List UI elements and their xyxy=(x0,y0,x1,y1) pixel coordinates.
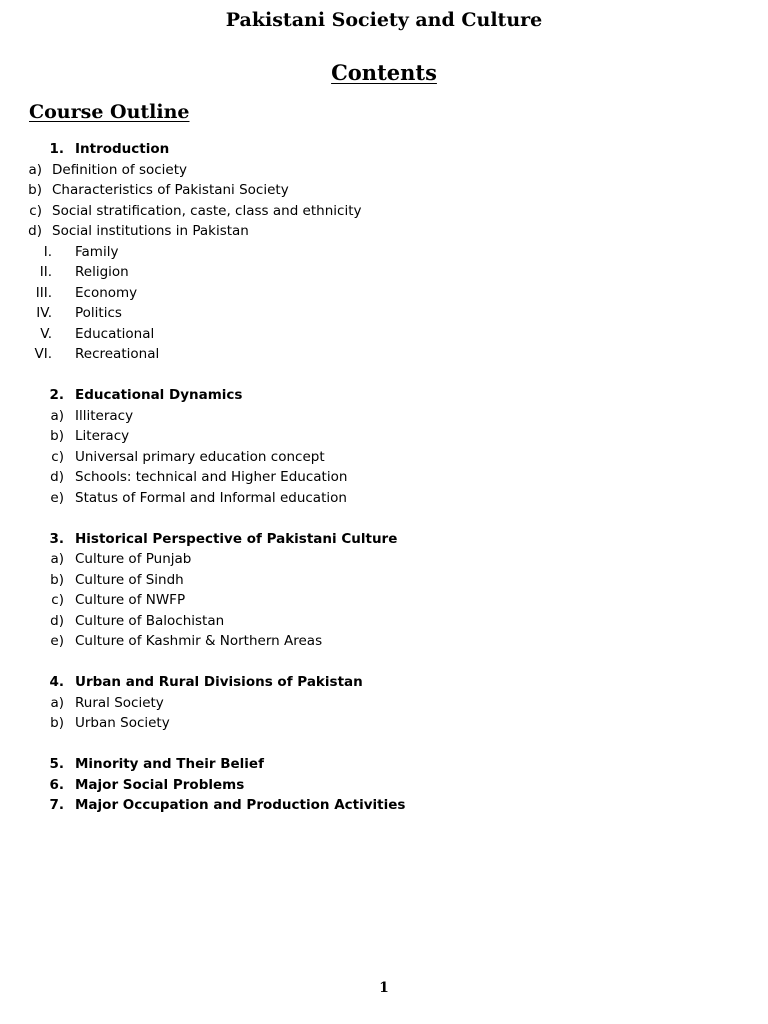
section-social-problems xyxy=(0,775,768,796)
section-spacer xyxy=(0,652,768,673)
item-marker: b) xyxy=(50,571,64,588)
item-label: Status of Formal and Informal education xyxy=(75,489,347,506)
item-marker: d) xyxy=(50,469,64,485)
item-label: Recreational xyxy=(75,346,160,362)
item-label: Urban Society xyxy=(75,715,170,731)
list-item xyxy=(0,590,768,611)
section-number: 2. xyxy=(49,387,64,403)
section-minority xyxy=(0,754,768,775)
item-label: Politics xyxy=(75,305,122,321)
item-marker: a) xyxy=(50,694,64,711)
section-occupation xyxy=(0,795,768,816)
course-outline-heading xyxy=(29,99,190,126)
course-outline-heading-text: Course Outline xyxy=(29,101,190,123)
item-label: Characteristics of Pakistani Society xyxy=(52,182,289,198)
item-marker: e) xyxy=(50,633,64,649)
item-label: Culture of Kashmir & Northern Areas xyxy=(75,633,323,649)
item-marker: e) xyxy=(50,489,64,506)
item-label: Illiteracy xyxy=(75,407,134,424)
item-marker: V. xyxy=(40,325,52,342)
list-item xyxy=(0,426,768,447)
item-marker: b) xyxy=(50,428,64,444)
list-item xyxy=(0,242,768,263)
list-item xyxy=(0,611,768,632)
page-number: 1 xyxy=(379,980,389,996)
item-marker: b) xyxy=(50,715,64,731)
list-item xyxy=(0,467,768,488)
section-spacer xyxy=(0,365,768,386)
list-item xyxy=(0,180,768,201)
section-educational-dynamics xyxy=(0,385,768,406)
item-marker: II. xyxy=(39,264,52,280)
list-item xyxy=(0,160,768,181)
list-item xyxy=(0,570,768,591)
section-introduction xyxy=(0,139,768,160)
list-item xyxy=(0,201,768,222)
section-historical-perspective xyxy=(0,529,768,550)
section-title: Minority and Their Belief xyxy=(75,756,264,772)
item-label: Family xyxy=(75,243,119,260)
section-title: Introduction xyxy=(75,141,170,157)
list-item xyxy=(0,631,768,652)
section-number: 3. xyxy=(49,530,64,547)
item-label: Culture of Sindh xyxy=(75,571,184,588)
item-label: Religion xyxy=(75,264,129,280)
item-label: Culture of Balochistan xyxy=(75,612,225,629)
item-label: Culture of NWFP xyxy=(75,592,186,608)
item-label: Culture of Punjab xyxy=(75,551,192,567)
item-label: Universal primary education concept xyxy=(75,448,325,465)
item-marker: c) xyxy=(29,202,42,219)
item-marker: IV. xyxy=(36,305,52,321)
list-item xyxy=(0,549,768,570)
list-item xyxy=(0,283,768,304)
item-label: Schools: technical and Higher Education xyxy=(75,469,348,485)
section-number: 4. xyxy=(49,674,64,690)
item-label: Social stratification, caste, class and ethnicity xyxy=(52,202,362,219)
item-marker: c) xyxy=(51,592,64,608)
document-title: Pakistani Society and Culture xyxy=(225,9,543,31)
list-item xyxy=(0,324,768,345)
item-marker: a) xyxy=(50,551,64,567)
item-marker: b) xyxy=(28,182,42,198)
section-title: Historical Perspective of Pakistani Culture xyxy=(75,530,398,547)
item-label: Rural Society xyxy=(75,694,164,711)
item-label: Economy xyxy=(75,284,138,301)
section-title: Urban and Rural Divisions of Pakistan xyxy=(75,674,363,690)
contents-heading xyxy=(0,59,768,87)
item-label: Social institutions in Pakistan xyxy=(52,223,249,239)
item-marker: a) xyxy=(28,161,42,178)
item-marker: I. xyxy=(43,243,52,260)
section-urban-rural xyxy=(0,672,768,693)
section-title: Major Occupation and Production Activities xyxy=(75,797,406,813)
item-marker: d) xyxy=(28,223,42,239)
section-spacer xyxy=(0,508,768,529)
list-item xyxy=(0,713,768,734)
list-item xyxy=(0,262,768,283)
item-marker: VI. xyxy=(34,346,52,362)
section-number: 6. xyxy=(49,776,64,793)
contents-heading-text: Contents xyxy=(331,60,437,85)
section-title: Educational Dynamics xyxy=(75,387,243,403)
item-label: Definition of society xyxy=(52,161,188,178)
course-outline-list xyxy=(0,139,768,816)
list-item xyxy=(0,693,768,714)
section-number: 1. xyxy=(49,141,64,157)
section-spacer xyxy=(0,734,768,755)
list-item xyxy=(0,488,768,509)
section-number: 5. xyxy=(49,756,64,772)
section-number: 7. xyxy=(49,797,64,813)
item-marker: a) xyxy=(50,407,64,424)
item-marker: III. xyxy=(35,284,52,301)
list-item xyxy=(0,447,768,468)
item-label: Educational xyxy=(75,325,155,342)
list-item xyxy=(0,221,768,242)
list-item xyxy=(0,406,768,427)
item-marker: d) xyxy=(50,612,64,629)
list-item xyxy=(0,344,768,365)
list-item xyxy=(0,303,768,324)
item-marker: c) xyxy=(51,448,64,465)
section-title: Major Social Problems xyxy=(75,776,245,793)
item-label: Literacy xyxy=(75,428,130,444)
